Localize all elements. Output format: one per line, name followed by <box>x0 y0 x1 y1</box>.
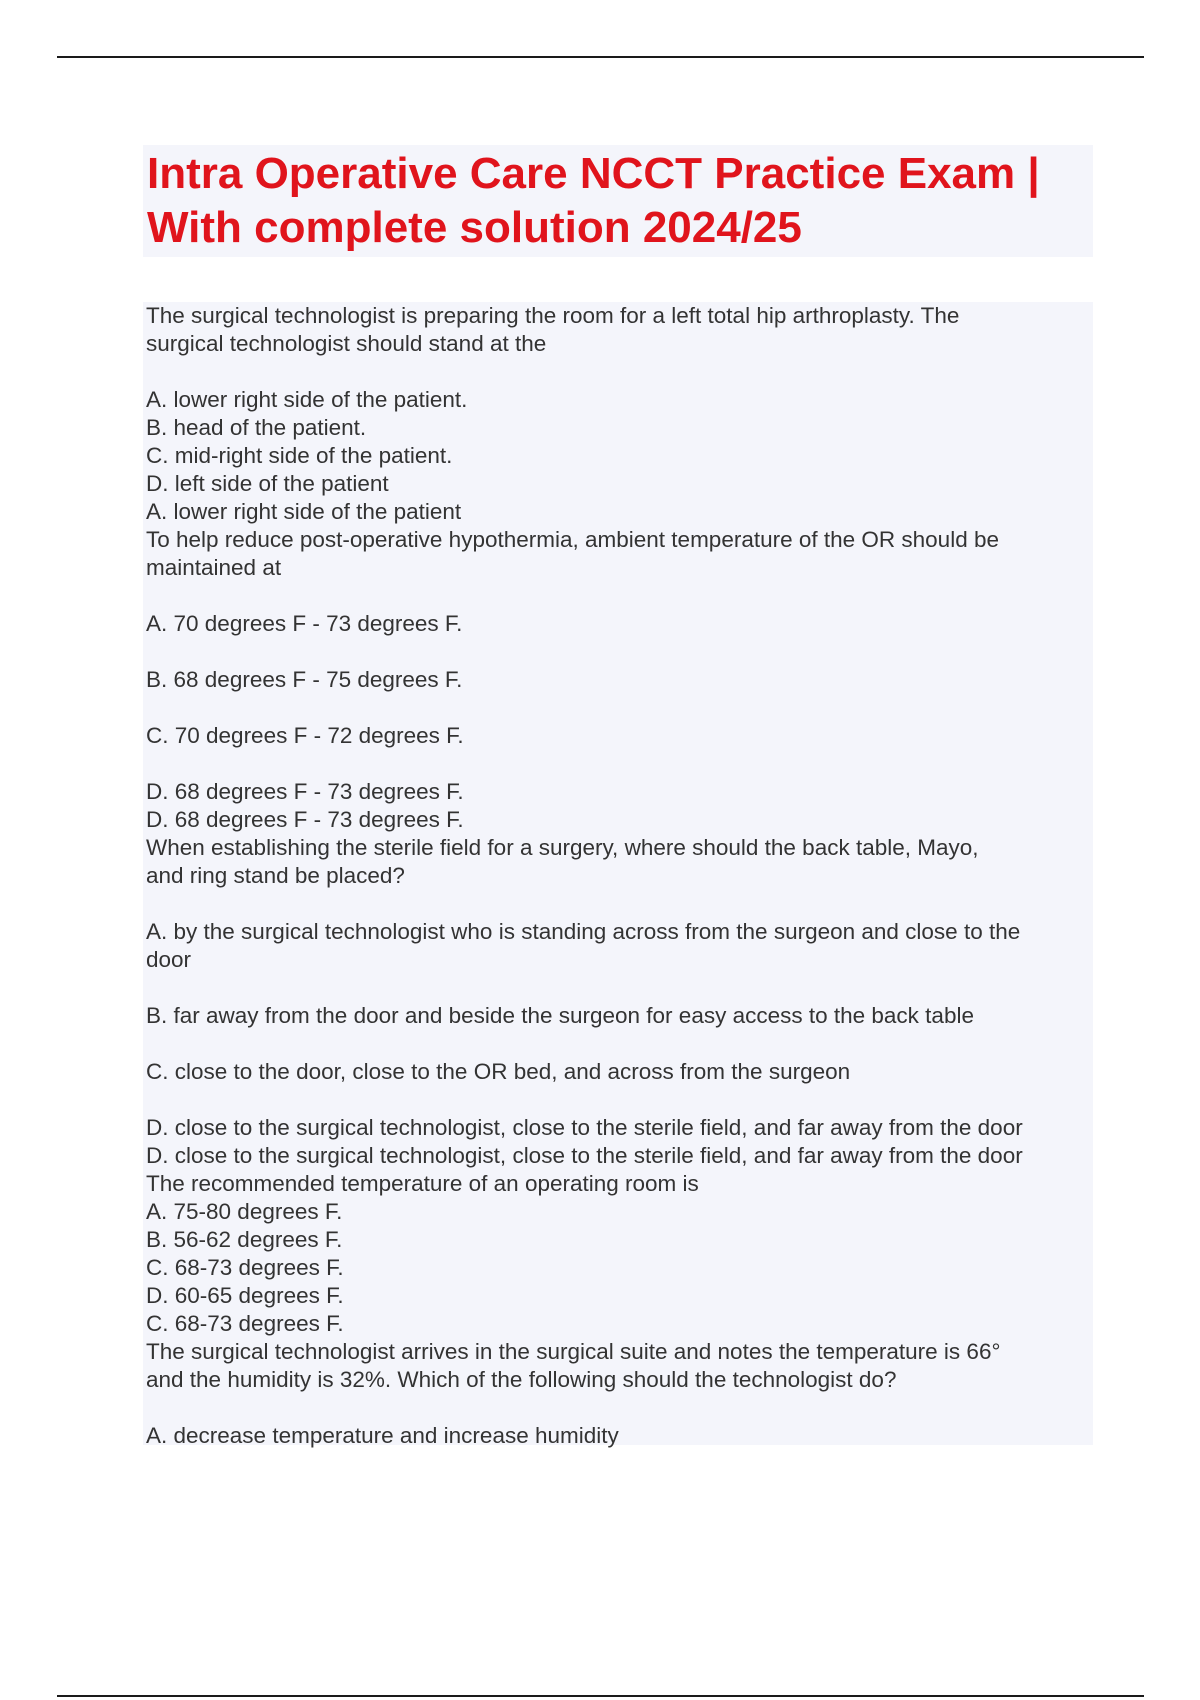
question-5-option-a: A. decrease temperature and increase humidity <box>146 1423 619 1448</box>
title-block <box>143 145 1093 257</box>
question-1-option-d: D. left side of the patient <box>146 471 389 496</box>
question-4-prompt-line: The recommended temperature of an operating room is <box>146 1171 699 1196</box>
question-1-prompt-line: The surgical technologist is preparing the room for a left total hip arthroplasty. The <box>146 303 960 328</box>
question-3-option-c: C. close to the door, close to the OR bed, and across from the surgeon <box>146 1059 851 1084</box>
question-4-option-d: D. 60-65 degrees F. <box>146 1283 344 1308</box>
question-1-option-a: A. lower right side of the patient. <box>146 387 468 412</box>
top-rule <box>57 56 1144 58</box>
question-4-answer: C. 68-73 degrees F. <box>146 1311 344 1336</box>
bottom-rule <box>57 1695 1144 1697</box>
question-2-option-c: C. 70 degrees F - 72 degrees F. <box>146 723 464 748</box>
question-3-option-a: A. by the surgical technologist who is standing across from the surgeon and close to the <box>146 919 1021 944</box>
question-5-prompt-line: and the humidity is 32%. Which of the following should the technologist do? <box>146 1367 897 1392</box>
question-1-option-c: C. mid-right side of the patient. <box>146 443 453 468</box>
question-2-answer: D. 68 degrees F - 73 degrees F. <box>146 807 464 832</box>
question-content <box>143 302 1093 1448</box>
question-3-prompt-line: and ring stand be placed? <box>146 863 405 888</box>
question-1-option-b: B. head of the patient. <box>146 415 367 440</box>
question-2-option-d: D. 68 degrees F - 73 degrees F. <box>146 779 464 804</box>
question-2-option-b: B. 68 degrees F - 75 degrees F. <box>146 667 463 692</box>
question-2-prompt-line: maintained at <box>146 555 282 580</box>
question-4-option-b: B. 56-62 degrees F. <box>146 1227 343 1252</box>
question-3-option-d: D. close to the surgical technologist, close to the sterile field, and far away from the door <box>146 1115 1023 1140</box>
question-5-prompt-line: The surgical technologist arrives in the surgical suite and notes the temperature is 66° <box>146 1339 1001 1364</box>
question-3-answer: D. close to the surgical technologist, close to the sterile field, and far away from the door <box>146 1143 1023 1168</box>
question-1-answer: A. lower right side of the patient <box>146 499 462 524</box>
question-2-option-a: A. 70 degrees F - 73 degrees F. <box>146 611 463 636</box>
question-4-option-a: A. 75-80 degrees F. <box>146 1199 343 1224</box>
question-3-option-a-continued: door <box>146 947 192 972</box>
question-3-option-b: B. far away from the door and beside the surgeon for easy access to the back table <box>146 1003 974 1028</box>
question-3-prompt-line: When establishing the sterile field for a surgery, where should the back table, Mayo, <box>146 835 979 860</box>
question-2-prompt-line: To help reduce post-operative hypothermia, ambient temperature of the OR should be <box>146 527 999 552</box>
question-1-prompt-line: surgical technologist should stand at the <box>146 331 547 356</box>
question-4-option-c: C. 68-73 degrees F. <box>146 1255 344 1280</box>
document-title: Intra Operative Care NCCT Practice Exam | With complete solution 2024/25 <box>147 149 1040 252</box>
